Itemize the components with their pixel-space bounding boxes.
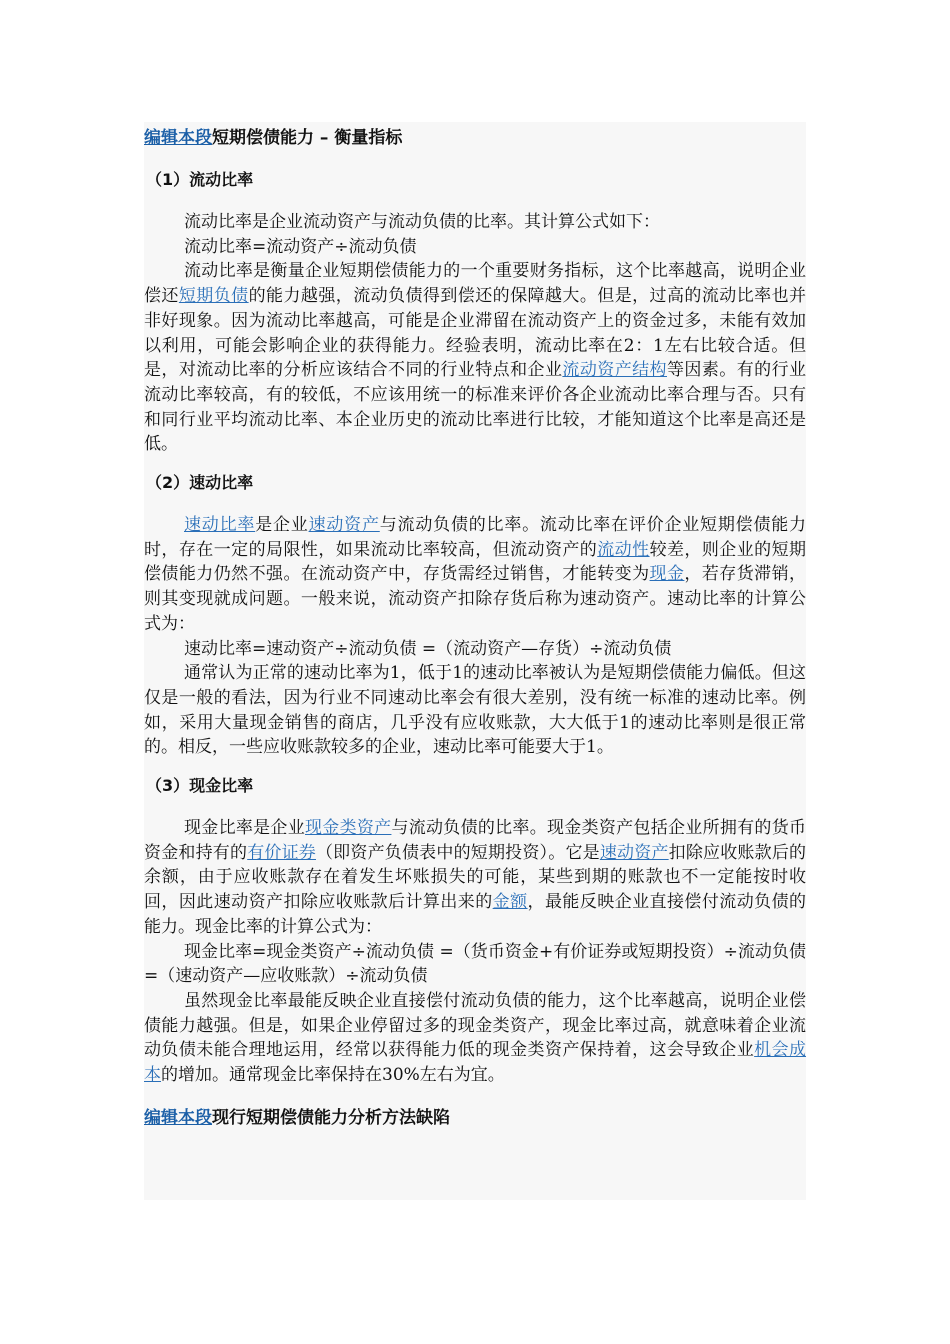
link-opportunity-cost[interactable]: 机会成本 <box>144 1040 807 1086</box>
section-title: 现行短期偿债能力分析方法缺陷 <box>212 1107 450 1128</box>
subheading-current-ratio: （1）流动比率 <box>146 170 254 189</box>
formula: 速动比率=速动资产÷流动负债 =（流动资产—存货）÷流动负债 <box>184 638 672 659</box>
paragraph <box>144 259 806 457</box>
edit-section-link[interactable]: 编辑本段 <box>144 1107 212 1128</box>
subheading-cash-ratio: （3）现金比率 <box>146 776 254 796</box>
link-cash-assets[interactable]: 现金类资产 <box>305 818 392 839</box>
link-short-term-debt[interactable]: 短期负债 <box>178 286 249 307</box>
link-quick-assets-2[interactable]: 速动资产 <box>599 842 669 863</box>
paragraph: 流动比率是企业流动资产与流动负债的比率。其计算公式如下： <box>184 212 660 232</box>
link-current-asset-structure[interactable]: 流动资产结构 <box>562 360 667 381</box>
formula: 现金比率=现金类资产÷流动负债 =（货币资金+有价证券或短期投资）÷流动负债 =（速动资产—应收账款）÷流动负债 <box>144 941 806 987</box>
quick-ratio-block <box>144 513 806 760</box>
text: 现金比率是企业 <box>184 818 305 839</box>
text: （即资产负债表中的短期投资）。它是 <box>315 842 600 863</box>
text: 与流动负债的比率。现金类资产包括企业所拥有的货币资金和持有的 <box>144 818 807 863</box>
paragraph <box>144 816 806 940</box>
text: 等因素。有的行业流动比率较高，有的较低，不应该用统一的标准来评价各企业流动比率合理与否。只有和同行业平均流动比率、本企业历史的流动比率进行比较，才能知道这个比率是高还是低。 <box>144 360 807 455</box>
link-quick-assets[interactable]: 速动资产 <box>308 515 380 536</box>
text: 较差，则企业的短期偿债能力仍然不强。在流动资产中，存货需经过销售，才能转变为 <box>144 539 807 585</box>
text: 扣除应收账款后的余额，由于应收账款存在着发生坏账损失的可能，某些到期的账款也不一定能按时收回，因此速动资产扣除应收账款后计算出来的 <box>144 842 807 913</box>
text: 虽然现金比率最能反映企业直接偿付流动负债的能力，这个比率越高，说明企业偿债能力越强。但是，如果企业停留过多的现金类资产，现金比率过高，就意味着企业流动负债未能合理地运用，经常以获得能力低的现金类资产保持着，这会导致企业 <box>144 990 806 1061</box>
paragraph: 通常认为正常的速动比率为1，低于1的速动比率被认为是短期偿债能力偏低。但这仅是一般的看法，因为行业不同速动比率会有很大差别，没有统一标准的速动比率。例如，采用大量现金销售的商店，几乎没有应收账款，大大低于1的速动比率则是很正常的。相反，一些应收账款较多的企业，速动比率可能要大于1。 <box>144 663 806 758</box>
formula: 流动比率=流动资产÷流动负债 <box>184 236 417 257</box>
link-amount[interactable]: 金额 <box>492 892 528 913</box>
link-cash[interactable]: 现金 <box>649 564 685 585</box>
text: ，若存货滞销，则其变现就成问题。一般来说，流动资产扣除存货后称为速动资产。速动比率的计算公式为： <box>144 564 807 634</box>
current-ratio-block <box>144 210 806 457</box>
article-content <box>144 122 806 1134</box>
cash-ratio-block <box>144 816 806 1088</box>
link-liquidity[interactable]: 流动性 <box>597 539 650 560</box>
edit-section-link[interactable]: 编辑本段 <box>144 128 212 148</box>
section-heading-measures <box>144 122 806 154</box>
text: 是企业 <box>255 515 309 536</box>
link-securities[interactable]: 有价证券 <box>247 842 316 863</box>
text: 流动比率是衡量企业短期偿债能力的一个重要财务指标，这个比率越高，说明企业偿还 <box>144 261 806 307</box>
section-title: 短期偿债能力 – 衡量指标 <box>212 128 403 148</box>
section-heading-defects <box>144 1102 806 1134</box>
text: 与流动负债的比率。流动比率在评价企业短期偿债能力时，存在一定的局限性，如果流动比率较高，但流动资产的 <box>144 515 807 560</box>
paragraph <box>144 513 806 637</box>
text: 的能力越强，流动负债得到偿还的保障越大。但是，过高的流动比率也并非好现象。因为流动比率越高，可能是企业滞留在流动资产上的资金过多，未能有效加以利用，可能会影响企业的获得能力。经验表明，流动比率在2：1左右比较合适。但是，对流动比率的分析应该结合不同的行业特点和企业 <box>144 286 807 381</box>
paragraph <box>144 989 806 1088</box>
subheading-quick-ratio: （2）速动比率 <box>146 473 254 493</box>
text: ，最能反映企业直接偿付流动负债的能力。现金比率的计算公式为： <box>144 892 807 937</box>
link-quick-ratio[interactable]: 速动比率 <box>184 515 256 536</box>
text: 的增加。通常现金比率保持在30%左右为宜。 <box>161 1065 505 1086</box>
